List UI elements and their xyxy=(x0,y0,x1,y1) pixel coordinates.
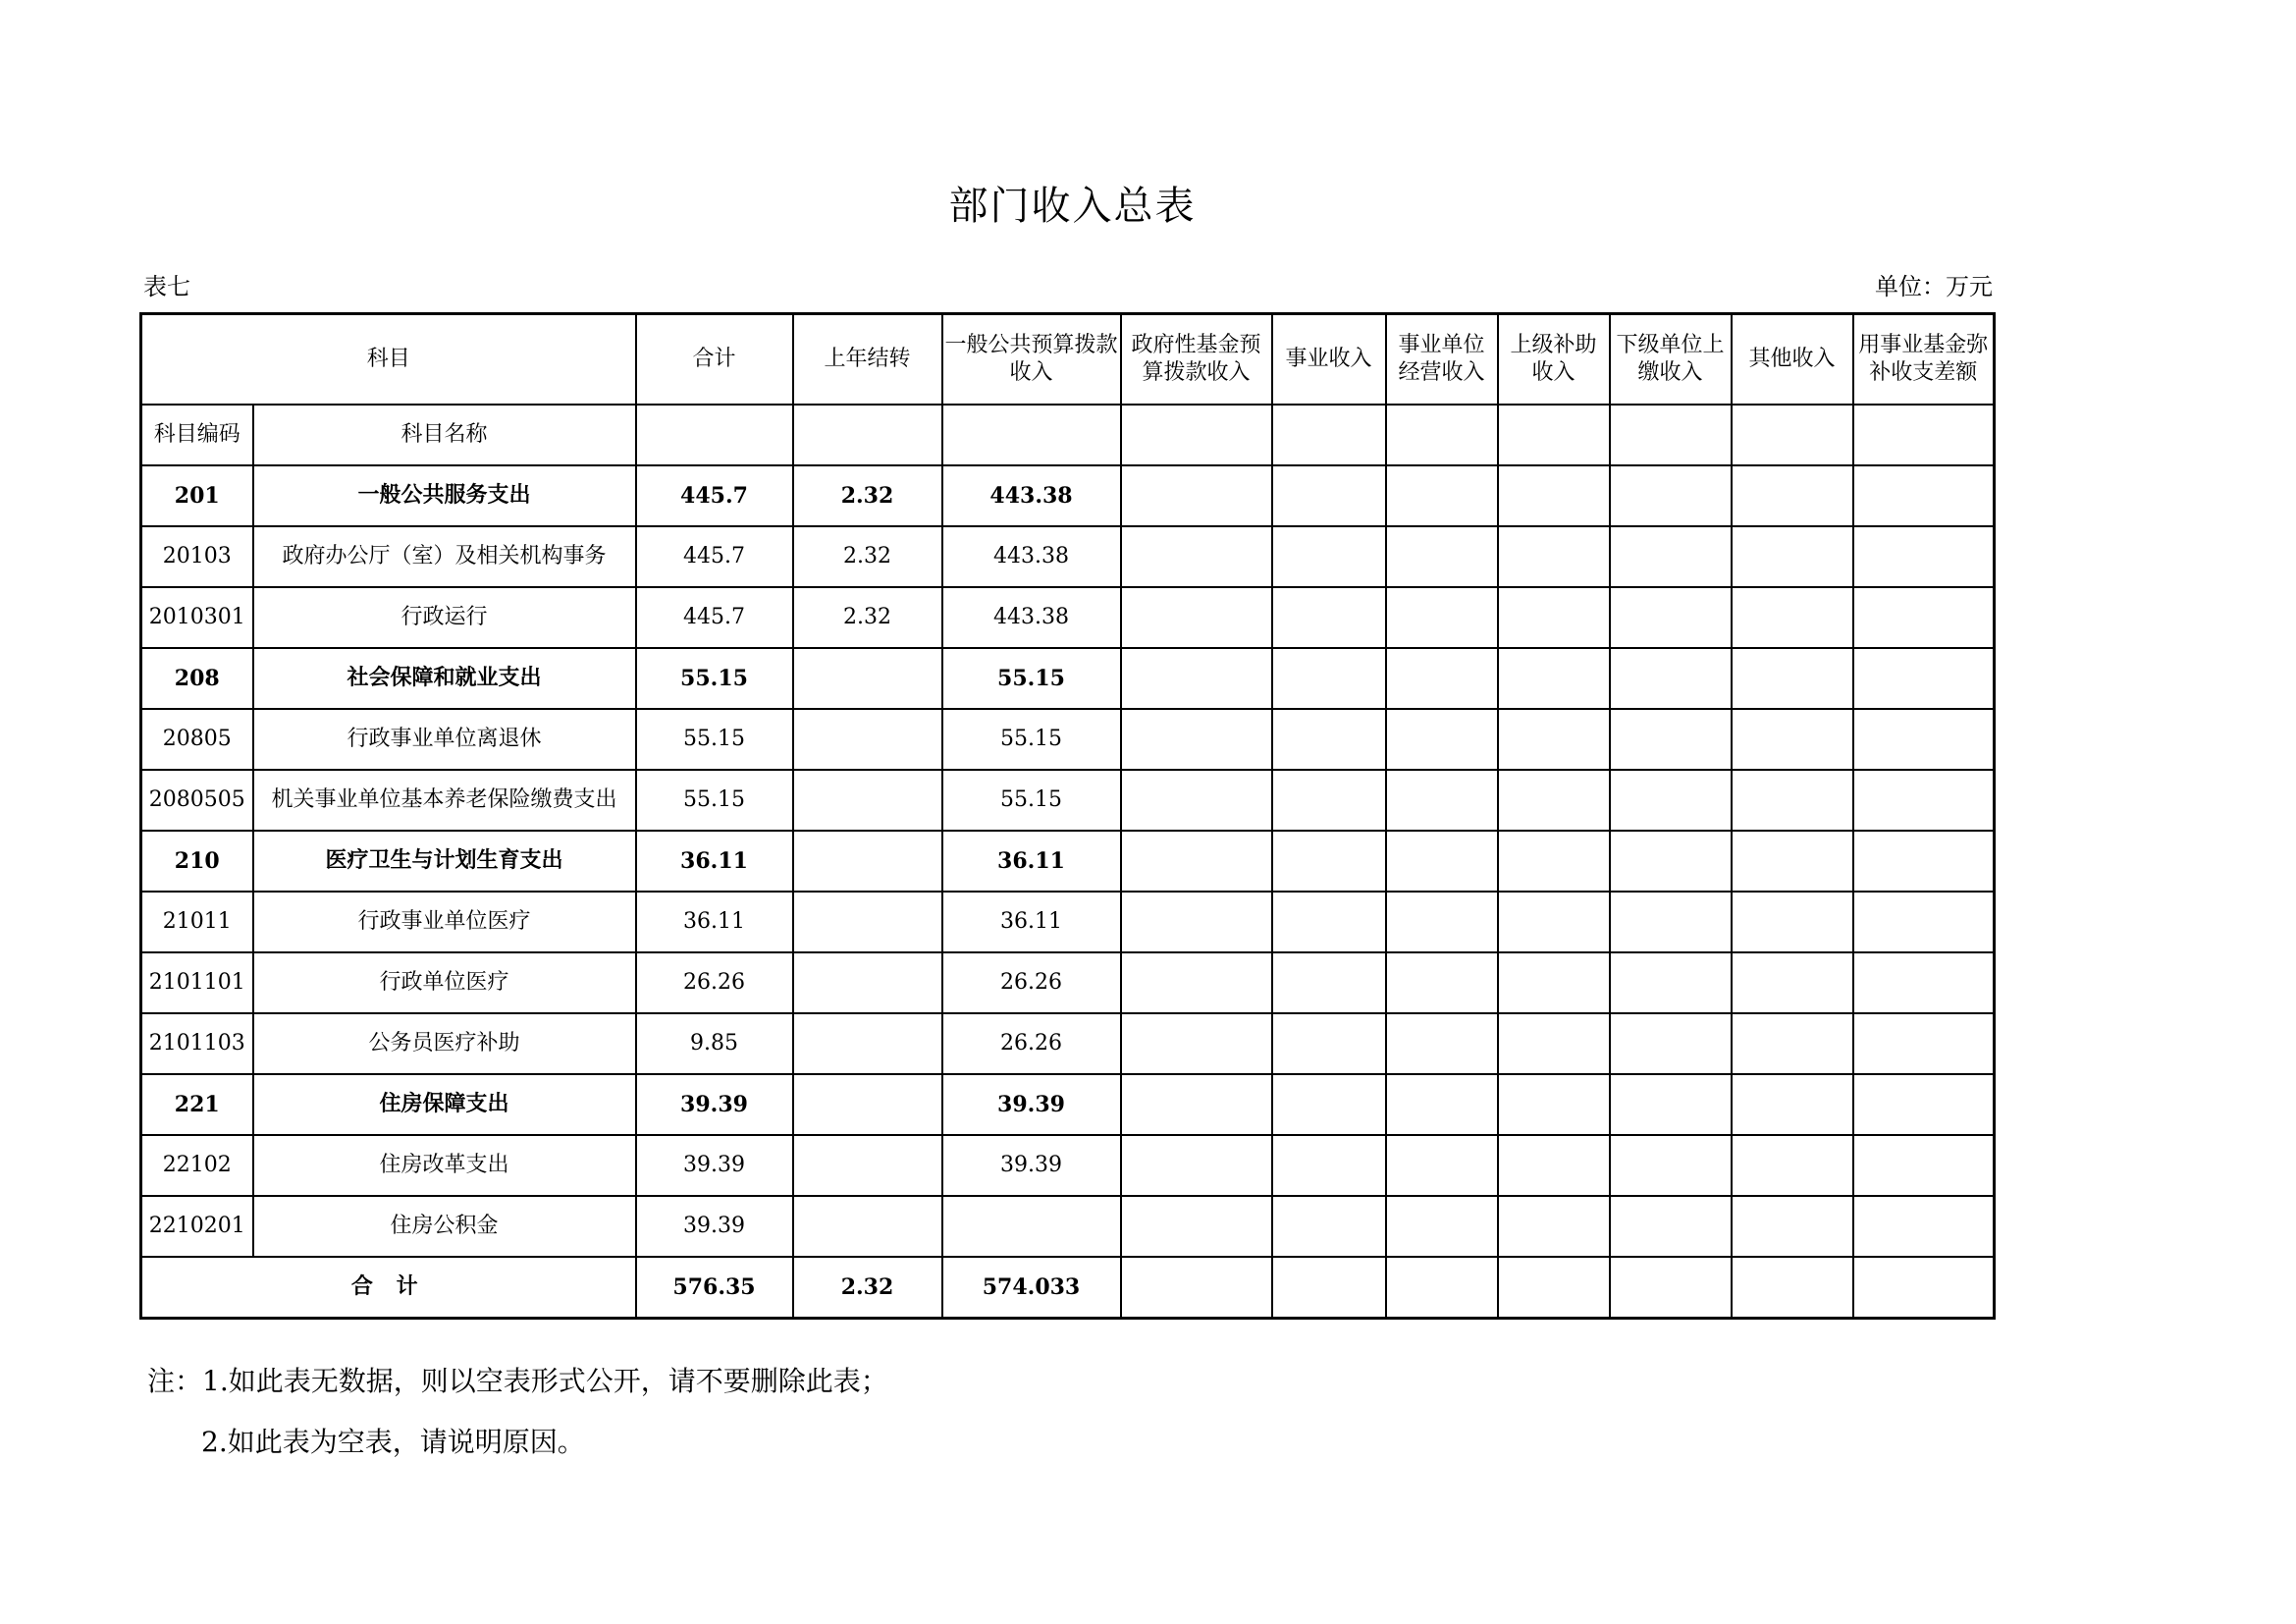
note-2: 2.如此表为空表，请说明原因。 xyxy=(201,1426,585,1458)
empty-cell xyxy=(1121,770,1272,831)
empty-cell xyxy=(1272,1257,1386,1319)
general-cell: 443.38 xyxy=(942,587,1121,648)
header-subject: 科目 xyxy=(141,314,636,406)
empty-cell xyxy=(1272,770,1386,831)
carryover-cell xyxy=(793,1013,942,1074)
empty-cell xyxy=(1386,648,1498,709)
empty-cell xyxy=(1498,465,1610,526)
empty-cell xyxy=(1498,770,1610,831)
header-total: 合计 xyxy=(636,314,793,406)
empty-cell xyxy=(1853,465,1995,526)
empty-cell xyxy=(1121,831,1272,892)
empty-cell xyxy=(1272,526,1386,587)
carryover-cell: 2.32 xyxy=(793,465,942,526)
code-cell: 2080505 xyxy=(141,770,253,831)
empty-cell xyxy=(1610,952,1732,1013)
general-cell: 39.39 xyxy=(942,1074,1121,1135)
total-cell: 445.7 xyxy=(636,465,793,526)
empty-cell xyxy=(1610,1257,1732,1319)
empty-cell xyxy=(1732,1074,1853,1135)
empty-cell xyxy=(1610,770,1732,831)
code-cell: 2101103 xyxy=(141,1013,253,1074)
empty-cell xyxy=(1498,831,1610,892)
empty-cell xyxy=(1610,1074,1732,1135)
name-cell: 公务员医疗补助 xyxy=(253,1013,636,1074)
name-cell: 医疗卫生与计划生育支出 xyxy=(253,831,636,892)
table-row xyxy=(141,648,1995,709)
total-row xyxy=(141,1257,1995,1319)
empty-cell xyxy=(1498,892,1610,952)
empty-cell xyxy=(1272,465,1386,526)
code-cell: 201 xyxy=(141,465,253,526)
empty-cell xyxy=(1386,770,1498,831)
code-cell: 208 xyxy=(141,648,253,709)
name-cell: 住房保障支出 xyxy=(253,1074,636,1135)
header-fund-gap: 用事业基金弥补收支差额 xyxy=(1853,314,1995,406)
general-cell: 443.38 xyxy=(942,526,1121,587)
name-cell: 住房公积金 xyxy=(253,1196,636,1257)
empty-cell xyxy=(1272,1196,1386,1257)
empty-cell xyxy=(1272,1135,1386,1196)
table-row xyxy=(141,831,1995,892)
header-business-income: 事业收入 xyxy=(1272,314,1386,406)
empty-cell xyxy=(1610,526,1732,587)
empty-cell xyxy=(1732,1257,1853,1319)
header-name: 科目名称 xyxy=(253,405,636,465)
empty-cell xyxy=(1386,465,1498,526)
general-cell: 55.15 xyxy=(942,648,1121,709)
total-sum-cell: 576.35 xyxy=(636,1257,793,1319)
empty-cell xyxy=(1853,892,1995,952)
empty-cell xyxy=(1610,648,1732,709)
total-cell: 36.11 xyxy=(636,892,793,952)
note-1: 注：1.如此表无数据，则以空表形式公开，请不要删除此表； xyxy=(147,1365,888,1397)
empty-cell xyxy=(1610,587,1732,648)
total-cell: 445.7 xyxy=(636,587,793,648)
empty-cell xyxy=(1272,831,1386,892)
carryover-cell xyxy=(793,1074,942,1135)
header-subordinate-turnover: 下级单位上缴收入 xyxy=(1610,314,1732,406)
carryover-cell: 2.32 xyxy=(793,587,942,648)
empty-cell xyxy=(1272,1074,1386,1135)
empty-cell xyxy=(1853,1196,1995,1257)
empty-cell xyxy=(1121,465,1272,526)
header-general-budget: 一般公共预算拨款收入 xyxy=(942,314,1121,406)
general-cell: 36.11 xyxy=(942,892,1121,952)
code-cell: 221 xyxy=(141,1074,253,1135)
empty-cell xyxy=(1121,1196,1272,1257)
empty-cell xyxy=(1386,1196,1498,1257)
total-carryover-cell: 2.32 xyxy=(793,1257,942,1319)
empty-cell xyxy=(1386,1013,1498,1074)
unit-label: 单位：万元 xyxy=(1875,273,1993,300)
empty-cell xyxy=(1610,465,1732,526)
carryover-cell xyxy=(793,1135,942,1196)
general-cell: 443.38 xyxy=(942,465,1121,526)
empty-cell xyxy=(1498,1135,1610,1196)
empty-cell xyxy=(1272,1013,1386,1074)
empty-cell xyxy=(1853,526,1995,587)
total-cell: 55.15 xyxy=(636,709,793,770)
empty-cell xyxy=(1853,709,1995,770)
empty-cell xyxy=(1498,526,1610,587)
empty-cell xyxy=(1610,1196,1732,1257)
subheader-row xyxy=(141,405,1995,465)
general-cell: 26.26 xyxy=(942,1013,1121,1074)
name-cell: 住房改革支出 xyxy=(253,1135,636,1196)
name-cell: 行政运行 xyxy=(253,587,636,648)
empty-cell xyxy=(1732,526,1853,587)
total-cell: 39.39 xyxy=(636,1135,793,1196)
total-cell: 55.15 xyxy=(636,770,793,831)
total-cell: 445.7 xyxy=(636,526,793,587)
general-cell: 36.11 xyxy=(942,831,1121,892)
total-cell: 36.11 xyxy=(636,831,793,892)
empty-cell xyxy=(1853,770,1995,831)
general-cell: 26.26 xyxy=(942,952,1121,1013)
table-row xyxy=(141,587,1995,648)
page-title: 部门收入总表 xyxy=(948,184,1197,229)
empty-cell xyxy=(1121,1135,1272,1196)
total-cell: 26.26 xyxy=(636,952,793,1013)
general-cell xyxy=(942,1196,1121,1257)
total-label: 合 计 xyxy=(141,1257,636,1319)
empty-cell xyxy=(1732,892,1853,952)
carryover-cell: 2.32 xyxy=(793,526,942,587)
empty-cell xyxy=(1732,1135,1853,1196)
header-row xyxy=(141,314,1995,406)
carryover-cell xyxy=(793,648,942,709)
empty-cell xyxy=(1732,770,1853,831)
empty-cell xyxy=(1386,1135,1498,1196)
name-cell: 政府办公厅（室）及相关机构事务 xyxy=(253,526,636,587)
name-cell: 行政事业单位医疗 xyxy=(253,892,636,952)
empty-cell xyxy=(1386,952,1498,1013)
empty-cell xyxy=(1386,892,1498,952)
table-row xyxy=(141,952,1995,1013)
carryover-cell xyxy=(793,709,942,770)
carryover-cell xyxy=(793,952,942,1013)
empty-cell xyxy=(1121,709,1272,770)
general-cell: 55.15 xyxy=(942,770,1121,831)
empty-cell xyxy=(1732,709,1853,770)
empty-cell xyxy=(1732,1013,1853,1074)
empty-cell xyxy=(1610,892,1732,952)
name-cell: 行政事业单位离退休 xyxy=(253,709,636,770)
header-carryover: 上年结转 xyxy=(793,314,942,406)
code-cell: 22102 xyxy=(141,1135,253,1196)
table-id: 表七 xyxy=(143,273,190,300)
empty-cell xyxy=(1121,1074,1272,1135)
empty-cell xyxy=(1853,1257,1995,1319)
empty-cell xyxy=(1272,952,1386,1013)
name-cell: 行政单位医疗 xyxy=(253,952,636,1013)
empty-cell xyxy=(1732,587,1853,648)
table-row xyxy=(141,1196,1995,1257)
empty-cell xyxy=(1272,709,1386,770)
empty-cell xyxy=(1498,587,1610,648)
code-cell: 20103 xyxy=(141,526,253,587)
total-cell: 39.39 xyxy=(636,1196,793,1257)
header-subsidy-superior: 上级补助收入 xyxy=(1498,314,1610,406)
code-cell: 2101101 xyxy=(141,952,253,1013)
empty-cell xyxy=(1610,709,1732,770)
empty-cell xyxy=(1853,1013,1995,1074)
empty-cell xyxy=(1386,526,1498,587)
table-row xyxy=(141,770,1995,831)
empty-cell xyxy=(1853,1135,1995,1196)
code-cell: 21011 xyxy=(141,892,253,952)
empty-cell xyxy=(1853,1074,1995,1135)
name-cell: 社会保障和就业支出 xyxy=(253,648,636,709)
empty-cell xyxy=(1121,952,1272,1013)
empty-cell xyxy=(1610,1135,1732,1196)
income-table xyxy=(139,312,1996,1320)
code-cell: 2210201 xyxy=(141,1196,253,1257)
empty-cell xyxy=(1610,831,1732,892)
table-row xyxy=(141,1013,1995,1074)
header-code: 科目编码 xyxy=(141,405,253,465)
empty-cell xyxy=(1498,1196,1610,1257)
code-cell: 20805 xyxy=(141,709,253,770)
empty-cell xyxy=(1732,465,1853,526)
empty-cell xyxy=(1732,648,1853,709)
table-row xyxy=(141,709,1995,770)
carryover-cell xyxy=(793,831,942,892)
header-gov-fund: 政府性基金预算拨款收入 xyxy=(1121,314,1272,406)
name-cell: 机关事业单位基本养老保险缴费支出 xyxy=(253,770,636,831)
total-cell: 9.85 xyxy=(636,1013,793,1074)
empty-cell xyxy=(1853,831,1995,892)
table-row xyxy=(141,892,1995,952)
carryover-cell xyxy=(793,770,942,831)
empty-cell xyxy=(1498,648,1610,709)
empty-cell xyxy=(1732,952,1853,1013)
table-row xyxy=(141,1135,1995,1196)
empty-cell xyxy=(1386,831,1498,892)
total-cell: 39.39 xyxy=(636,1074,793,1135)
empty-cell xyxy=(1498,1257,1610,1319)
empty-cell xyxy=(1386,1257,1498,1319)
general-cell: 55.15 xyxy=(942,709,1121,770)
empty-cell xyxy=(1386,1074,1498,1135)
header-operating-income: 事业单位经营收入 xyxy=(1386,314,1498,406)
empty-cell xyxy=(1498,952,1610,1013)
empty-cell xyxy=(1272,587,1386,648)
code-cell: 2010301 xyxy=(141,587,253,648)
empty-cell xyxy=(1121,1257,1272,1319)
empty-cell xyxy=(1853,587,1995,648)
empty-cell xyxy=(1121,587,1272,648)
empty-cell xyxy=(1498,1013,1610,1074)
empty-cell xyxy=(1853,648,1995,709)
empty-cell xyxy=(1121,892,1272,952)
general-cell: 39.39 xyxy=(942,1135,1121,1196)
empty-cell xyxy=(1121,526,1272,587)
code-cell: 210 xyxy=(141,831,253,892)
empty-cell xyxy=(1386,709,1498,770)
empty-cell xyxy=(1732,831,1853,892)
empty-cell xyxy=(1272,892,1386,952)
empty-cell xyxy=(1610,1013,1732,1074)
empty-cell xyxy=(1272,648,1386,709)
table-row xyxy=(141,526,1995,587)
empty-cell xyxy=(1386,587,1498,648)
total-general-cell: 574.033 xyxy=(942,1257,1121,1319)
empty-cell xyxy=(1732,1196,1853,1257)
table-row xyxy=(141,465,1995,526)
empty-cell xyxy=(1121,648,1272,709)
empty-cell xyxy=(1853,952,1995,1013)
carryover-cell xyxy=(793,1196,942,1257)
empty-cell xyxy=(1498,1074,1610,1135)
total-cell: 55.15 xyxy=(636,648,793,709)
table-row xyxy=(141,1074,1995,1135)
header-other-income: 其他收入 xyxy=(1732,314,1853,406)
name-cell: 一般公共服务支出 xyxy=(253,465,636,526)
carryover-cell xyxy=(793,892,942,952)
empty-cell xyxy=(1121,1013,1272,1074)
empty-cell xyxy=(1498,709,1610,770)
